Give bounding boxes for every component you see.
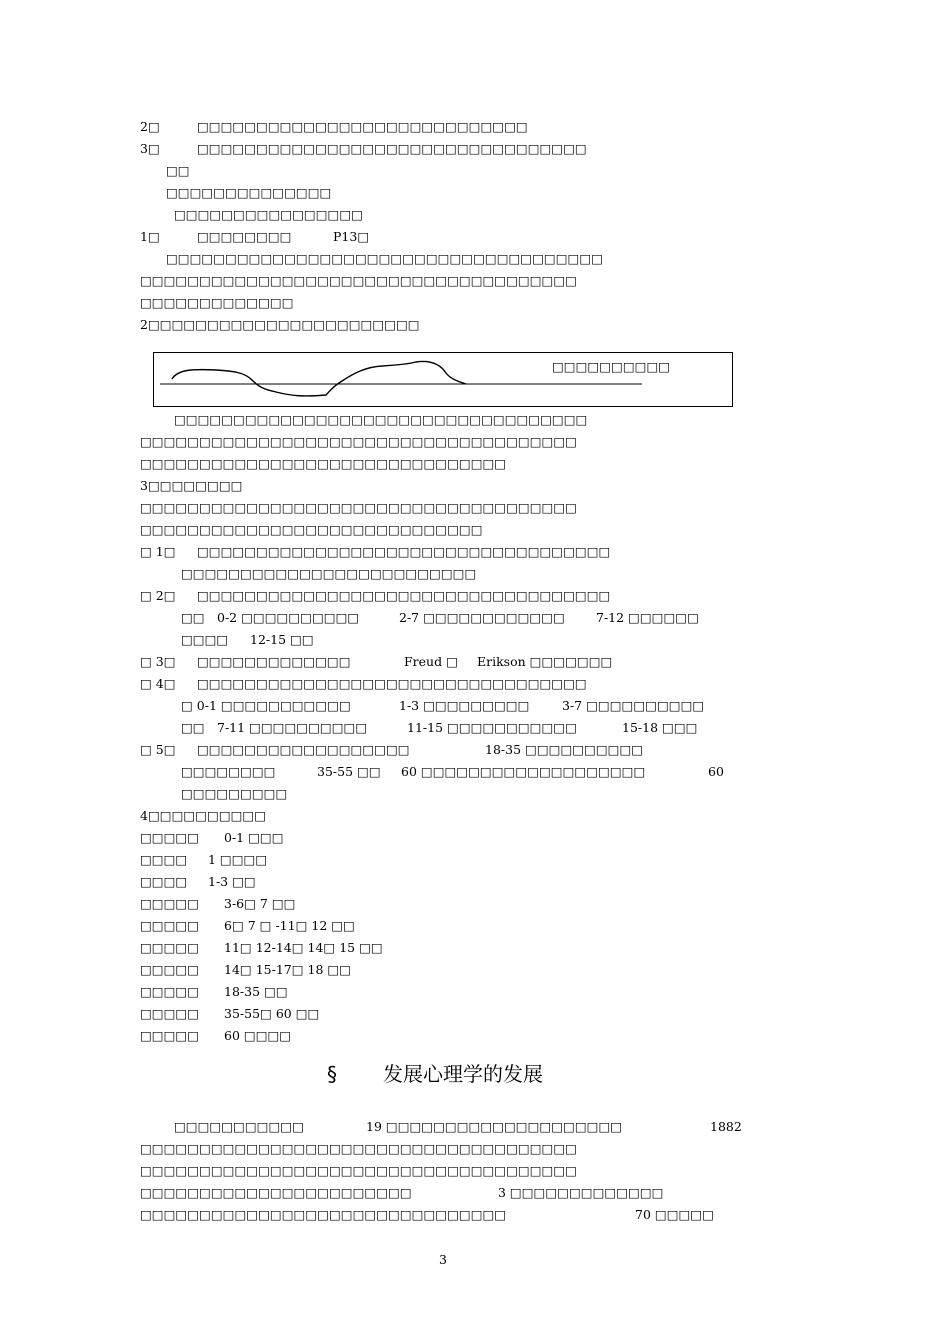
text-segment: □ 5□: [140, 742, 176, 757]
text-segment: 18-35 □□: [224, 984, 288, 999]
text-segment: 3□: [140, 141, 160, 156]
text-segment: □□□□□□□□□□□□□□□□: [174, 207, 363, 222]
text-segment: □□□□□□□□□□□□□□□□□□: [197, 742, 410, 757]
text-segment: 2□□□□□□□□□□□□□□□□□□□□□□□: [140, 317, 420, 332]
text-segment: 1-3 □□: [208, 874, 256, 889]
text-segment: 0-1 □□□: [224, 830, 284, 845]
text-segment: □□□□□□□□□□□□□□□□□□□□□□□□□□□□□□□□□□□□□: [140, 500, 577, 515]
text-segment: 1-3 □□□□□□□□□: [399, 698, 530, 713]
text-segment: 2□: [140, 119, 160, 134]
text-segment: 11□ 12-14□ 14□ 15 □□: [224, 940, 383, 955]
section-symbol: §: [327, 1062, 337, 1086]
text-segment: 7-12 □□□□□□: [596, 610, 699, 625]
text-segment: □□□□□□□□□□□□□□□□□□□□□□□□□□□□□□□□□: [197, 141, 587, 156]
text-segment: □□: [166, 163, 190, 178]
text-segment: □ 0-1 □□□□□□□□□□□: [181, 698, 351, 713]
text-segment: □□□□□□□□□□□□□□□□□□□□□□□□□□□□□□□□□□□: [174, 412, 588, 427]
text-segment: 1882: [710, 1119, 742, 1134]
text-segment: 18-35 □□□□□□□□□□: [485, 742, 644, 757]
text-segment: □□□□□: [140, 962, 200, 977]
text-segment: □□□□□□□□□□□□□□: [166, 185, 332, 200]
text-segment: □□□□□: [140, 896, 200, 911]
text-segment: 3-7 □□□□□□□□□□: [562, 698, 705, 713]
text-segment: □□□□□□□□□□□□□□□□□□□□□□□□□□□□□□□: [140, 1207, 507, 1222]
text-segment: □□□□□□□□□□□: [174, 1119, 304, 1134]
text-segment: □□□□□□□□□□□□□□□□□□□□□□□□□□□□□□□: [140, 456, 507, 471]
text-segment: 0-2 □□□□□□□□□□: [217, 610, 360, 625]
text-segment: 3-6□ 7 □□: [224, 896, 296, 911]
page-number: 3: [439, 1252, 447, 1267]
text-segment: □□□□: [140, 874, 188, 889]
text-segment: 60 □□□□: [224, 1028, 292, 1043]
text-segment: □□□□: [181, 632, 229, 647]
text-segment: 1 □□□□: [208, 852, 268, 867]
text-segment: □□□□□□□□□□□□□□□□□□□□□□□□□□□□□□□□□□□□□: [140, 1163, 577, 1178]
text-segment: 7-11 □□□□□□□□□□: [217, 720, 368, 735]
text-segment: 3 □□□□□□□□□□□□□: [498, 1185, 664, 1200]
text-segment: □□□□□□□□□□□□□: [197, 654, 351, 669]
text-segment: Erikson □□□□□□□: [477, 654, 613, 669]
text-segment: 11-15 □□□□□□□□□□□: [407, 720, 577, 735]
text-segment: □□□□□: [140, 1006, 200, 1021]
text-segment: □□□□□□□□: [197, 229, 292, 244]
development-curve-line: [172, 361, 466, 396]
text-segment: □ 4□: [140, 676, 176, 691]
text-segment: □□□□: [140, 852, 188, 867]
text-segment: □□□□□: [140, 918, 200, 933]
text-segment: □□: [181, 610, 205, 625]
text-segment: □□□□□: [140, 830, 200, 845]
text-segment: P13□: [333, 229, 370, 244]
figure-label: □□□□□□□□□□: [552, 359, 671, 374]
text-segment: 14□ 15-17□ 18 □□: [224, 962, 352, 977]
text-segment: □□□□□□□□□□□□□: [140, 295, 294, 310]
text-segment: □□□□□□□□□□□□□□□□□□□□□□□□□□□□□: [140, 522, 483, 537]
text-segment: 60 □□□□□□□□□□□□□□□□□□□: [401, 764, 646, 779]
text-segment: □□□□□□□□□□□□□□□□□□□□□□□□□□□□□□□□□□□□□: [166, 251, 603, 266]
text-segment: 2-7 □□□□□□□□□□□□: [399, 610, 565, 625]
text-segment: 15-18 □□□: [622, 720, 698, 735]
section-heading: 发展心理学的发展: [383, 1062, 543, 1086]
text-segment: 6□ 7 □ -11□ 12 □□: [224, 918, 355, 933]
text-segment: □□□□□□□□□□□□□□□□□□□□□□□□□□□□□□□□□□□□□: [140, 273, 577, 288]
text-segment: 19 □□□□□□□□□□□□□□□□□□□□: [366, 1119, 623, 1134]
development-curve-figure: [153, 352, 733, 407]
text-segment: 1□: [140, 229, 160, 244]
text-segment: 4□□□□□□□□□□: [140, 808, 267, 823]
text-segment: □□□□□: [140, 940, 200, 955]
text-segment: □□□□□□□□□□□□□□□□□□□□□□□□□□□□□□□□□□□□□: [140, 1141, 577, 1156]
text-segment: 70 □□□□□: [635, 1207, 714, 1222]
text-segment: □ 3□: [140, 654, 176, 669]
text-segment: □□□□□□□□: [181, 764, 276, 779]
text-segment: □□□□□□□□□□□□□□□□□□□□□□□□□□□□□□□□□: [197, 676, 587, 691]
text-segment: 35-55□ 60 □□: [224, 1006, 320, 1021]
text-segment: □□: [181, 720, 205, 735]
text-segment: Freud □: [404, 654, 458, 669]
text-segment: 3□□□□□□□□: [140, 478, 243, 493]
text-segment: □□□□□□□□□□□□□□□□□□□□□□□□□□□□□□□□□□□: [197, 588, 611, 603]
text-segment: □□□□□: [140, 1028, 200, 1043]
text-segment: □□□□□□□□□□□□□□□□□□□□□□□□□: [181, 566, 477, 581]
text-segment: □□□□□□□□□□□□□□□□□□□□□□□: [140, 1185, 412, 1200]
text-segment: □ 1□: [140, 544, 176, 559]
text-segment: □ 2□: [140, 588, 176, 603]
text-segment: □□□□□□□□□□□□□□□□□□□□□□□□□□□□: [197, 119, 528, 134]
text-segment: □□□□□□□□□□□□□□□□□□□□□□□□□□□□□□□□□□□□□: [140, 434, 577, 449]
text-segment: □□□□□□□□□□□□□□□□□□□□□□□□□□□□□□□□□□□: [197, 544, 611, 559]
text-segment: 35-55 □□: [317, 764, 381, 779]
text-segment: □□□□□: [140, 984, 200, 999]
text-segment: 60: [708, 764, 724, 779]
text-segment: 12-15 □□: [250, 632, 314, 647]
text-segment: □□□□□□□□□: [181, 786, 288, 801]
